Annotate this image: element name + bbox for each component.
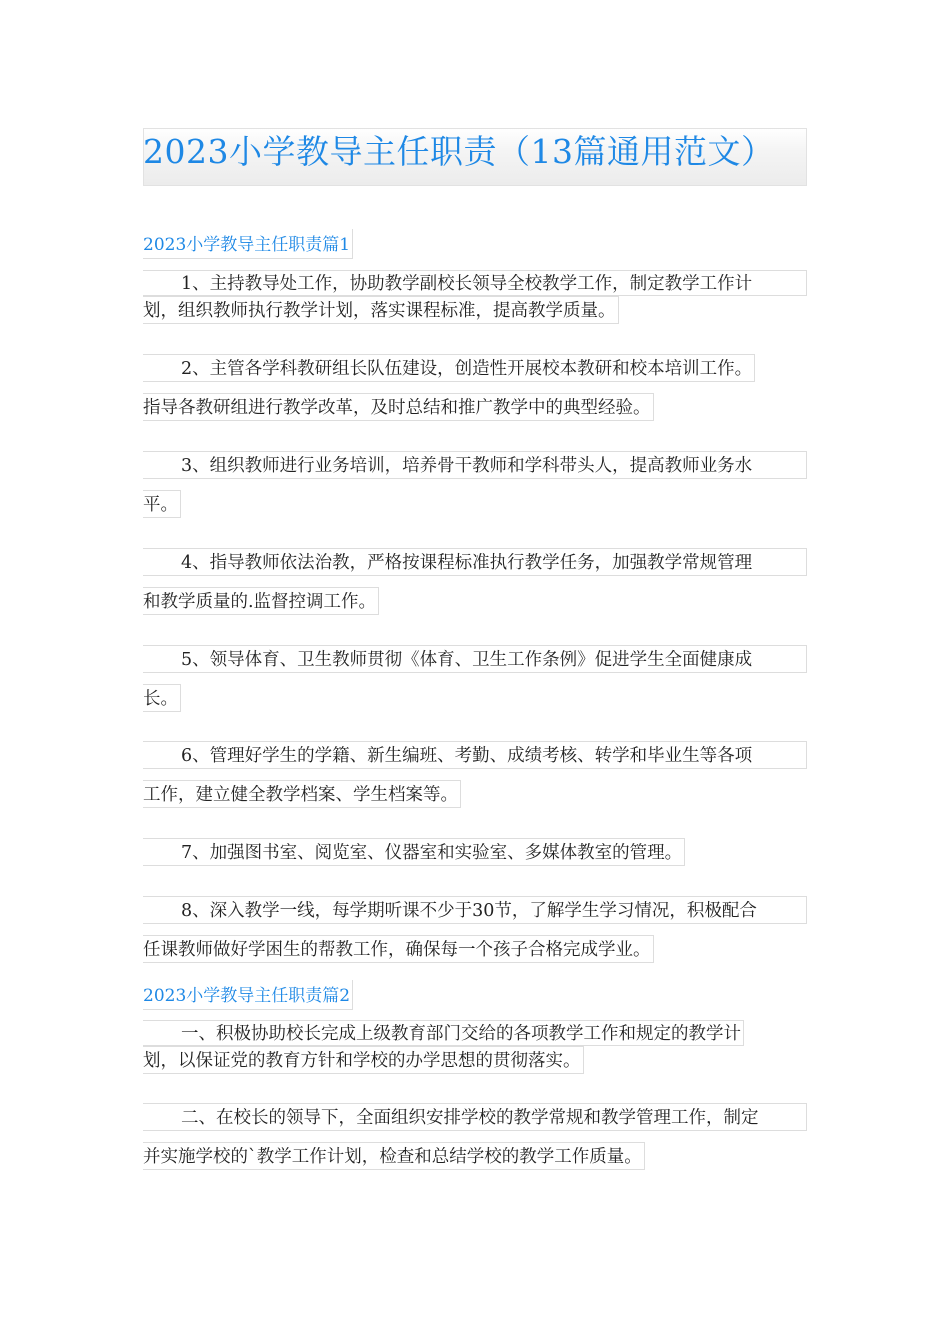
paragraph-1-1 <box>143 270 807 335</box>
paragraph-line: 4、指导教师依法治教，严格按课程标准执行教学任务，加强教学常规管理 <box>143 548 807 587</box>
paragraph-1-3 <box>143 451 807 529</box>
paragraph-line: 一、积极协助校长完成上级教育部门交给的各项教学工作和规定的教学计 <box>143 1020 807 1046</box>
paragraph-1-6 <box>143 741 807 819</box>
paragraph-line: 3、组织教师进行业务培训，培养骨干教师和学科带头人，提高教师业务水 <box>143 451 807 490</box>
paragraph-line: 8、深入教学一线，每学期听课不少于30节，了解学生学习情况，积极配合 <box>143 896 807 935</box>
document-title: 2023小学教导主任职责（13篇通用范文） <box>143 132 775 171</box>
paragraph-line: 并实施学校的`教学工作计划，检查和总结学校的教学工作质量。 <box>143 1142 807 1181</box>
paragraph-line: 1、主持教导处工作，协助教学副校长领导全校教学工作，制定教学工作计 <box>143 270 807 296</box>
paragraph-1-8 <box>143 896 807 974</box>
paragraph-1-7 <box>143 838 807 877</box>
paragraph-2-1 <box>143 1020 807 1085</box>
paragraph-line: 二、在校长的领导下，全面组织安排学校的教学常规和教学管理工作，制定 <box>143 1103 807 1142</box>
paragraph-line: 7、加强图书室、阅览室、仪器室和实验室、多媒体教室的管理。 <box>143 838 807 877</box>
paragraph-line: 5、领导体育、卫生教师贯彻《体育、卫生工作条例》促进学生全面健康成 <box>143 645 807 684</box>
paragraph-line: 平。 <box>143 490 807 529</box>
paragraph-line: 划，组织教师执行教学计划，落实课程标准，提高教学质量。 <box>143 296 807 335</box>
paragraph-line: 划，以保证党的教育方针和学校的办学思想的贯彻落实。 <box>143 1046 807 1085</box>
paragraph-1-5 <box>143 645 807 723</box>
section-heading-1: 2023小学教导主任职责篇1 <box>143 229 353 259</box>
paragraph-1-4 <box>143 548 807 626</box>
paragraph-line: 任课教师做好学困生的帮教工作，确保每一个孩子合格完成学业。 <box>143 935 807 974</box>
paragraph-line: 2、主管各学科教研组长队伍建设，创造性开展校本教研和校本培训工作。 <box>143 354 807 393</box>
section-heading-2: 2023小学教导主任职责篇2 <box>143 980 353 1010</box>
paragraph-line: 和教学质量的.监督控调工作。 <box>143 587 807 626</box>
paragraph-2-2 <box>143 1103 807 1181</box>
paragraph-line: 工作，建立健全教学档案、学生档案等。 <box>143 780 807 819</box>
paragraph-1-2 <box>143 354 807 432</box>
paragraph-line: 指导各教研组进行教学改革，及时总结和推广教学中的典型经验。 <box>143 393 807 432</box>
paragraph-line: 长。 <box>143 684 807 723</box>
paragraph-line: 6、管理好学生的学籍、新生编班、考勤、成绩考核、转学和毕业生等各项 <box>143 741 807 780</box>
